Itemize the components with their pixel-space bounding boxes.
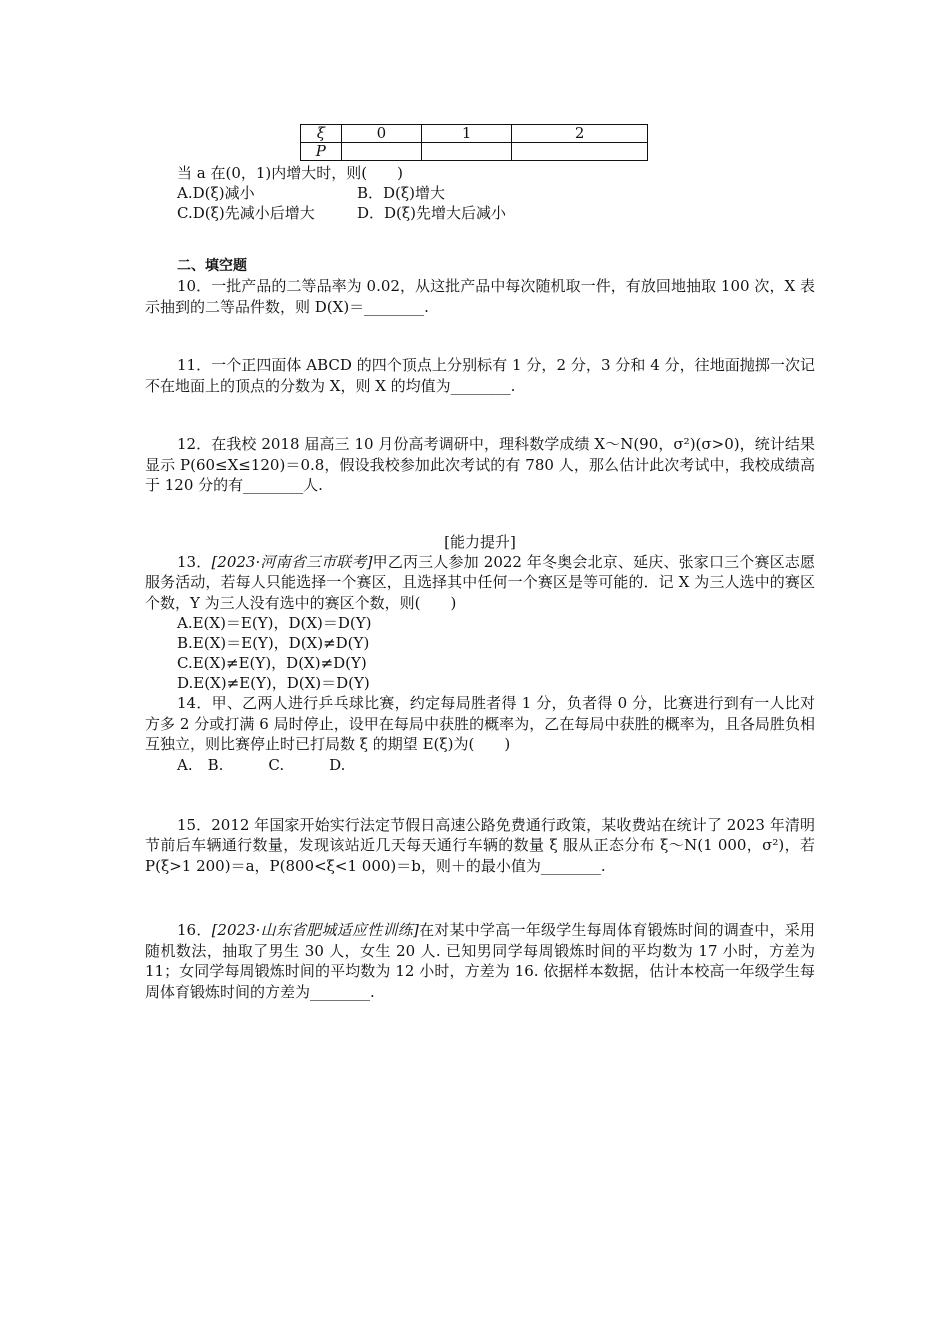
- table-cell: ξ: [301, 125, 342, 143]
- q9-option-a: A.D(ξ)减小: [177, 184, 255, 202]
- table-cell: [341, 143, 421, 161]
- q13-option-a: A.E(X)＝E(Y)，D(X)＝D(Y): [177, 614, 372, 632]
- table-cell: [512, 143, 648, 161]
- distribution-table: [300, 124, 648, 161]
- question-16: [145, 920, 815, 1002]
- table-cell: 0: [341, 125, 421, 143]
- section-heading-ability: [能力提升]: [444, 532, 516, 551]
- q13-number: 13．: [177, 552, 212, 571]
- question-12: 12．在我校 2018 届高三 10 月份高考调研中，理科数学成绩 X～N(90，σ²)(σ>0)，统计结果显示 P(60≤X≤120)＝0.8，假设我校参加此次考试的有 780 人，那么估计此次考试中，我校成绩高于 120 分的有________人.: [145, 435, 815, 494]
- q9-option-c: C.D(ξ)先减小后增大: [177, 204, 315, 222]
- question-13: [145, 552, 815, 614]
- q9-option-b: B．D(ξ)增大: [357, 184, 446, 202]
- q9-option-d: D．D(ξ)先增大后减小: [357, 204, 507, 222]
- table-row: [301, 143, 648, 161]
- q13-option-b: B.E(X)＝E(Y)，D(X)≠D(Y): [177, 634, 370, 652]
- question-15: 15．2012 年国家开始实行法定节假日高速公路免费通行政策，某收费站在统计了 2023 年清明节前后车辆通行数量，发现该站近几天每天通行车辆的数量 ξ 服从正态分布 ξ～N(1 000，σ²)，若 P(ξ>1 200)＝a，P(800<ξ<1 000)＝b，则＋的最小值为________.: [145, 815, 815, 875]
- table-cell: 2: [512, 125, 648, 143]
- document-content: [145, 124, 815, 1002]
- q13-stem: 甲乙丙三人参加 2022 年冬奥会北京、延庆、张家口三个赛区志愿服务活动，若每人只能选择一个赛区，且选择其中任何一个赛区是等可能的．记 X 为三人选中的赛区个数，Y 为三人没有选中的赛区个数，则( ): [145, 552, 815, 612]
- q16-source: [2023·山东省肥城适应性训练]: [211, 921, 419, 939]
- table-cell: 1: [422, 125, 512, 143]
- q14-options: A. B. C. D.: [177, 755, 346, 774]
- question-11: 11．一个正四面体 ABCD 的四个顶点上分别标有 1 分，2 分，3 分和 4 分，往地面抛掷一次记不在地面上的顶点的分数为 X，则 X 的均值为________.: [145, 356, 815, 395]
- q9-options-row-2: [145, 203, 815, 223]
- q13-source: [2023·河南省三市联考]: [211, 552, 373, 571]
- table-cell: P: [301, 143, 342, 161]
- q16-number: 16．: [177, 921, 212, 939]
- q9-stem: 当 a 在(0，1)内增大时，则( ): [177, 164, 403, 182]
- table-cell: [422, 143, 512, 161]
- q9-options-row-1: [145, 183, 815, 203]
- q13-option-c: C.E(X)≠E(Y)，D(X)≠D(Y): [177, 654, 367, 672]
- question-14: 14．甲、乙两人进行乒乓球比赛，约定每局胜者得 1 分，负者得 0 分，比赛进行到有一人比对方多 2 分或打满 6 局时停止，设甲在每局中获胜的概率为，乙在每局中获胜的概率为，且各局胜负相互独立，则比赛停止时已打局数 ξ 的期望 E(ξ)为( ): [145, 694, 815, 753]
- q16-stem: 在对某中学高一年级学生每周体育锻炼时间的调查中，采用随机数法，抽取了男生 30 人，女生 20 人. 已知男同学每周锻炼时间的平均数为 17 小时，方差为 11；女同学每周锻炼时间的平均数为 12 小时，方差为 16. 依据样本数据，估计本校高一年级学生每周体育锻炼时间的方差为________.: [145, 921, 815, 1001]
- section-heading-fill-in: 二、填空题: [177, 258, 247, 274]
- question-10: 10．一批产品的二等品率为 0.02，从这批产品中每次随机取一件，有放回地抽取 100 次，X 表示抽到的二等品件数，则 D(X)＝________.: [145, 277, 815, 316]
- q13-option-d: D.E(X)≠E(Y)，D(X)＝D(Y): [177, 674, 370, 692]
- table-row: [301, 125, 648, 143]
